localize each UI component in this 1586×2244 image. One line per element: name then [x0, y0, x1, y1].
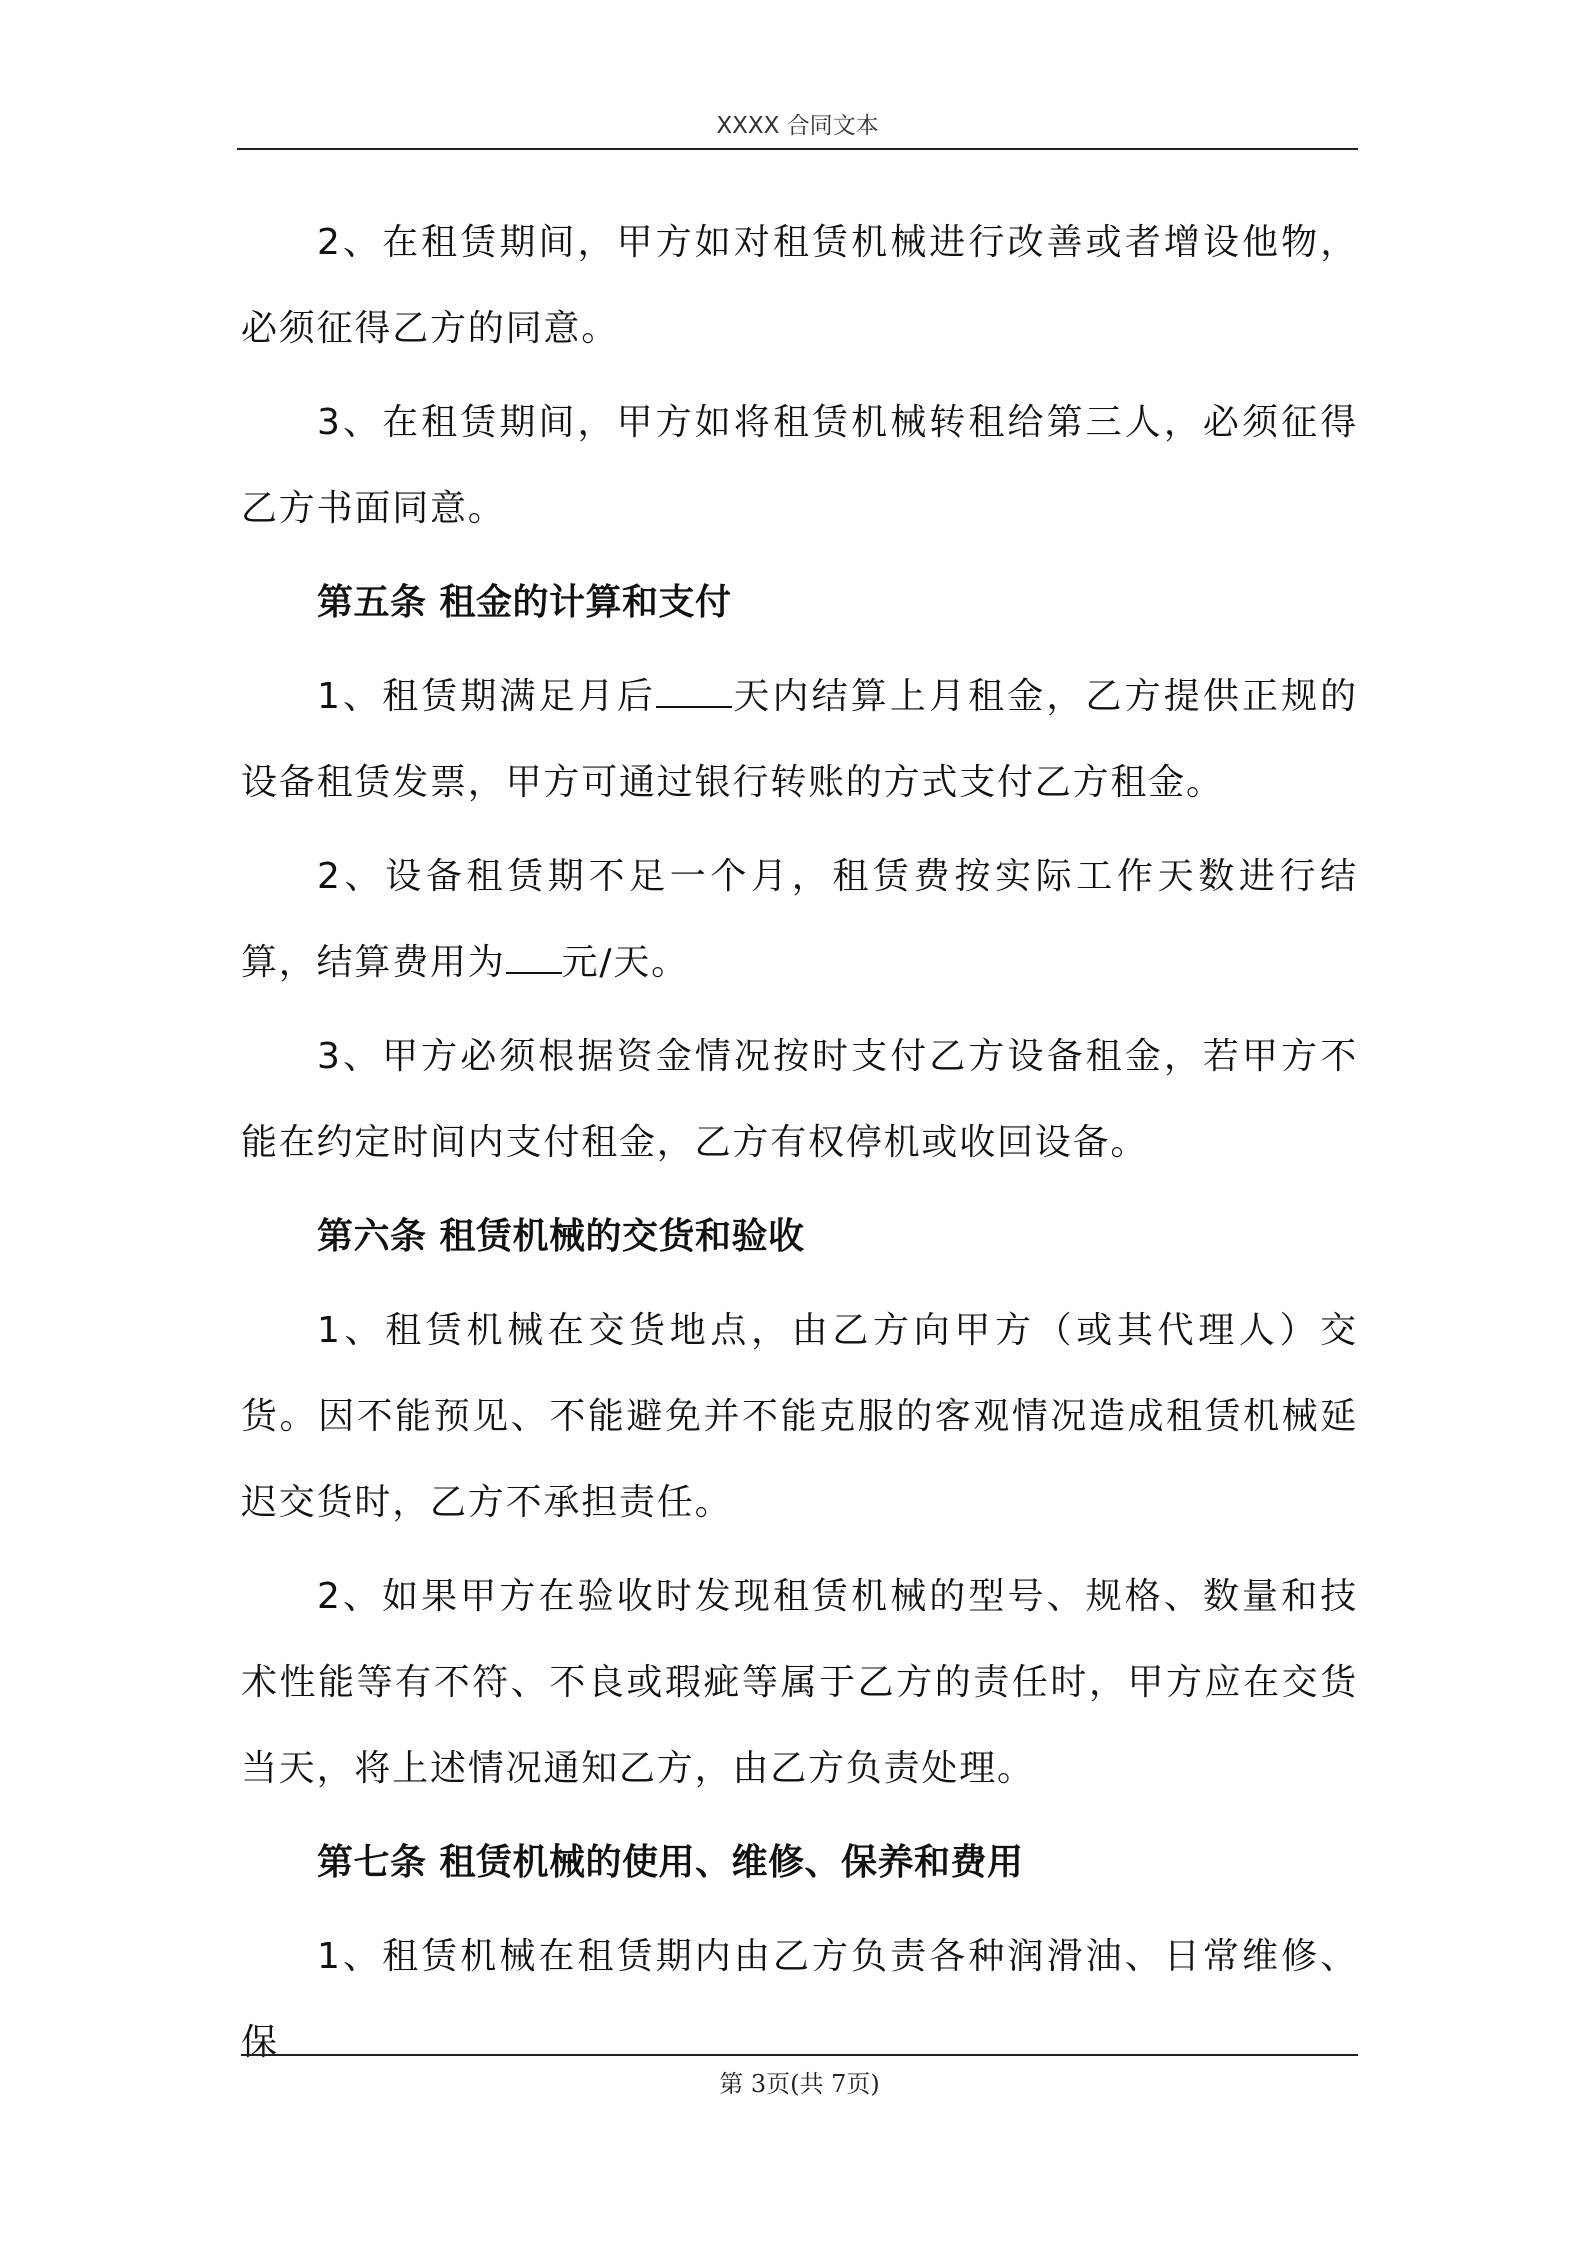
- clause-text: 1、租赁期满足月后: [317, 676, 657, 717]
- article-heading: 第七条 租赁机械的使用、维修、保养和费用: [317, 1842, 1024, 1883]
- page-number: 第 3页(共 7页): [719, 2070, 880, 2098]
- fill-in-blank: [506, 942, 562, 974]
- fill-in-blank: [656, 676, 732, 708]
- clause-text: 元/天。: [561, 942, 689, 983]
- clause-text: 天内结算上月租金，乙方提供正规的设备租赁发票，甲方可通过银行转账的方式支付乙方租金。: [241, 676, 1358, 803]
- clause-paragraph: 1、租赁机械在交货地点，由乙方向甲方（或其代理人）交货。因不能预见、不能避免并不能克服的客观情况造成租赁机械延迟交货时，乙方不承担责任。: [241, 1310, 1358, 1523]
- clause-paragraph: 1、租赁机械在租赁期内由乙方负责各种润滑油、日常维修、保: [241, 1936, 1358, 2063]
- article-heading: 第六条 租赁机械的交货和验收: [317, 1216, 805, 1257]
- clause-paragraph: 2、在租赁期间，甲方如对租赁机械进行改善或者增设他物，必须征得乙方的同意。: [241, 222, 1358, 349]
- document-body: [241, 200, 1358, 2094]
- page-header: [237, 112, 1358, 150]
- article-heading: 第五条 租金的计算和支付: [317, 582, 732, 623]
- footer-divider: [241, 2054, 1358, 2056]
- header-title: XXXX 合同文本: [716, 113, 879, 139]
- clause-paragraph: 2、如果甲方在验收时发现租赁机械的型号、规格、数量和技术性能等有不符、不良或瑕疵等属于乙方的责任时，甲方应在交货当天，将上述情况通知乙方，由乙方负责处理。: [241, 1576, 1358, 1789]
- clause-paragraph: 3、甲方必须根据资金情况按时支付乙方设备租金，若甲方不能在约定时间内支付租金，乙方有权停机或收回设备。: [241, 1036, 1358, 1163]
- clause-paragraph: 3、在租赁期间，甲方如将租赁机械转租给第三人，必须征得乙方书面同意。: [241, 402, 1358, 529]
- clause-text: 2、设备租赁期不足一个月，租赁费按实际工作天数进行结算，结算费用为: [241, 856, 1358, 983]
- clause-paragraph: [241, 654, 1358, 826]
- header-divider: [237, 148, 1358, 150]
- clause-paragraph: [241, 834, 1358, 1006]
- page-footer: [241, 2068, 1358, 2100]
